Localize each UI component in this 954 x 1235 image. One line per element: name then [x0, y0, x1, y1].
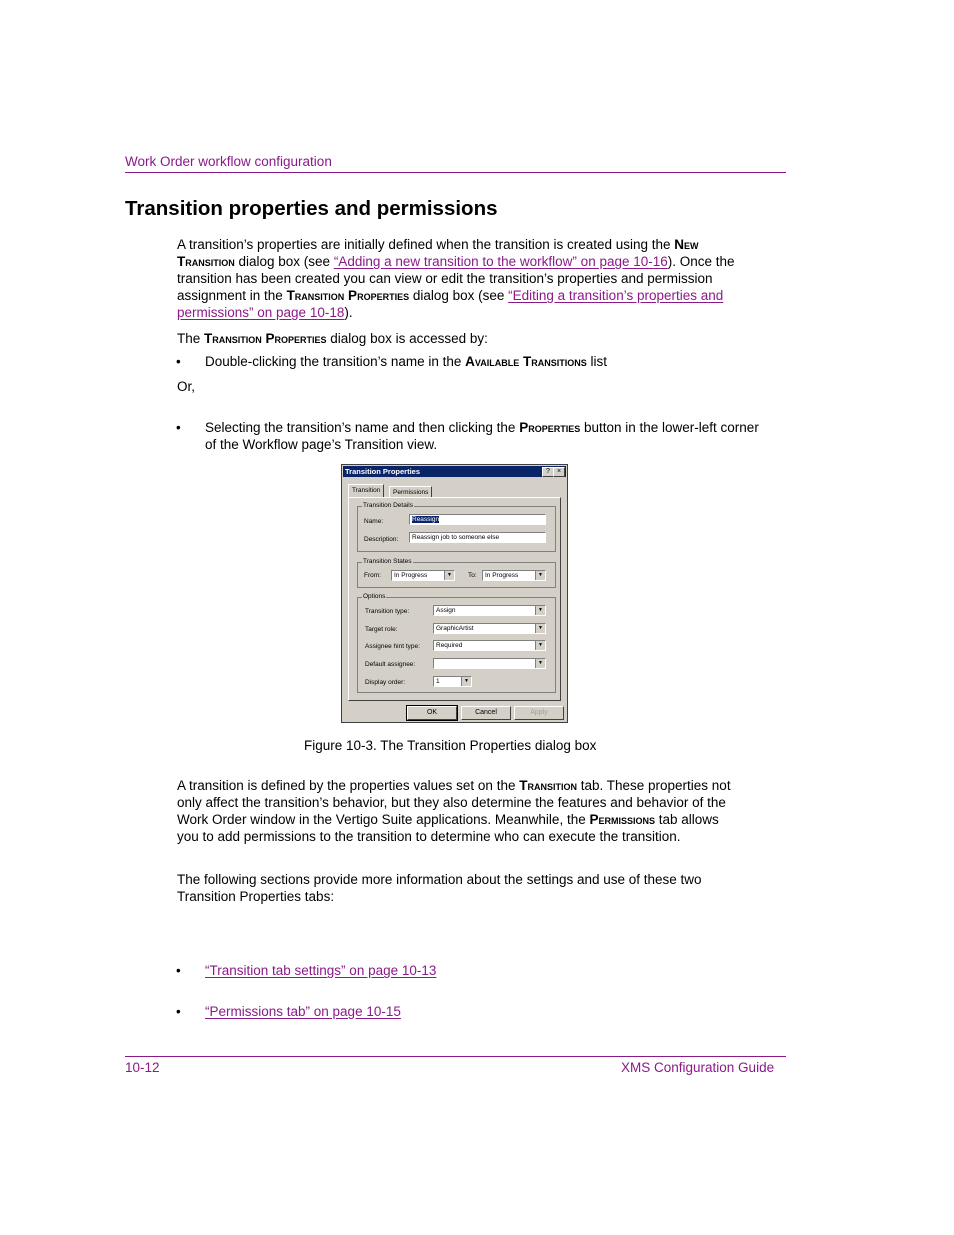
header-rule [125, 172, 786, 173]
figure-caption: Figure 10-3. The Transition Properties dialog box [304, 738, 597, 753]
text: tab allows you to add permissions to the transition to determine who can execute the transition. [177, 812, 719, 844]
group-label: Transition States [363, 558, 412, 565]
details-group [357, 502, 556, 552]
chevron-down-icon[interactable]: ▼ [535, 606, 545, 615]
or-text: Or, [177, 379, 196, 394]
ok-button[interactable]: OK [407, 706, 457, 720]
ui-term: Transition Properties [286, 288, 410, 303]
running-header: Work Order workflow configuration [125, 154, 332, 169]
default-assignee-select[interactable] [433, 658, 546, 669]
definition-paragraph [177, 777, 737, 845]
xref-link-transition-tab[interactable]: “Transition tab settings” on page 10-13 [205, 963, 437, 978]
name-label: Name: [364, 518, 384, 525]
tab-transition[interactable]: Transition [348, 484, 384, 498]
text: list [586, 354, 607, 369]
ui-term: Properties [519, 420, 581, 435]
xref-link-adding-transition[interactable]: “Adding a new transition to the workflow” on page 10-16 [333, 254, 668, 269]
ui-term: Transition [519, 778, 577, 793]
states-group [357, 558, 556, 588]
page-number: 10-12 [125, 1060, 160, 1075]
text: Double-clicking the transition’s name in the [205, 354, 466, 369]
group-label: Options [363, 593, 386, 600]
display-order-value: 1 [436, 678, 440, 685]
text: Selecting the transition’s name and then clicking the [205, 420, 520, 435]
text: ). [344, 305, 353, 320]
chevron-down-icon[interactable]: ▼ [535, 624, 545, 633]
text: The [177, 331, 205, 346]
bullet-mark: • [176, 963, 181, 978]
to-label: To: [468, 572, 477, 579]
ui-term: Available Transitions [465, 354, 587, 369]
assignee-hint-select[interactable] [433, 640, 546, 651]
xref-link-permissions-tab[interactable]: “Permissions tab” on page 10-15 [205, 1004, 401, 1019]
assignee-hint-label: Assignee hint type: [365, 643, 420, 650]
following-sections-paragraph: The following sections provide more information about the settings and use of these two Transition Properties tabs: [177, 872, 702, 904]
from-select[interactable] [391, 570, 455, 581]
assignee-hint-value: Required [436, 642, 463, 649]
guide-title: XMS Configuration Guide [621, 1060, 775, 1075]
transition-type-label: Transition type: [365, 608, 410, 615]
transition-properties-dialog [341, 464, 568, 723]
text: dialog box is accessed by: [326, 331, 488, 346]
text: A transition’s properties are initially defined when the transition is created using the [177, 237, 675, 252]
close-button[interactable]: × [553, 467, 565, 477]
list-item [177, 1003, 765, 1020]
text: A transition is defined by the properties values set on the [177, 778, 520, 793]
dialog-title: Transition Properties [345, 467, 421, 476]
to-value: In Progress [485, 572, 519, 579]
display-order-label: Display order: [365, 679, 406, 686]
ui-term: Transition Properties [204, 331, 327, 346]
footer-rule [125, 1056, 786, 1057]
name-value: Reassign [412, 516, 440, 523]
display-order-select[interactable] [433, 676, 472, 687]
bullet-mark: • [176, 420, 181, 435]
default-assignee-label: Default assignee: [365, 661, 416, 668]
from-value: In Progress [394, 572, 428, 579]
description-label: Description: [364, 536, 399, 543]
apply-button[interactable]: Apply [514, 706, 564, 720]
bullet-mark: • [176, 354, 181, 369]
text: button in the lower-left corner of the Workflow page’s Transition view. [205, 420, 759, 452]
transition-type-value: Assign [436, 607, 456, 614]
help-button[interactable]: ? [542, 467, 554, 477]
bullet-item [177, 353, 765, 370]
text: dialog box (see [234, 254, 334, 269]
xref-link-editing-transition[interactable]: “Editing a transition’s properties and permissions” on page 10-18 [177, 288, 724, 320]
access-paragraph [177, 330, 737, 347]
ui-term: Permissions [589, 812, 655, 827]
chevron-down-icon[interactable]: ▼ [461, 677, 471, 686]
chevron-down-icon[interactable]: ▼ [535, 659, 545, 668]
transition-type-select[interactable] [433, 605, 546, 616]
chevron-down-icon[interactable]: ▼ [535, 571, 545, 580]
ui-term: New Transition [177, 237, 699, 269]
list-item [177, 962, 765, 979]
bullet-mark: • [176, 1004, 181, 1019]
to-select[interactable] [482, 570, 546, 581]
name-input[interactable] [409, 514, 546, 525]
cancel-button[interactable]: Cancel [461, 706, 511, 720]
bullet-item [177, 419, 765, 453]
target-role-select[interactable] [433, 623, 546, 634]
tab-panel [348, 497, 561, 701]
chevron-down-icon[interactable]: ▼ [444, 571, 454, 580]
dialog-titlebar [343, 466, 566, 477]
text: dialog box (see [409, 288, 509, 303]
target-role-value: GraphicArtist [436, 625, 474, 632]
text: tab. These properties not only affect the transition’s behavior, but they also determine the features and behavior of the Work Order window in the Vertigo Suite applications. Meanwhile, the [177, 778, 731, 827]
tab-permissions[interactable]: Permissions [389, 486, 432, 498]
target-role-label: Target role: [365, 626, 398, 633]
chevron-down-icon[interactable]: ▼ [535, 641, 545, 650]
from-label: From: [364, 572, 381, 579]
section-heading: Transition properties and permissions [125, 197, 498, 220]
description-input[interactable]: Reassign job to someone else [409, 532, 546, 543]
group-label: Transition Details [363, 502, 413, 509]
text: ). Once the transition has been created you can view or edit the transition’s properties and permission assignment in the [177, 254, 735, 303]
intro-paragraph [177, 236, 737, 321]
options-group [357, 593, 556, 693]
